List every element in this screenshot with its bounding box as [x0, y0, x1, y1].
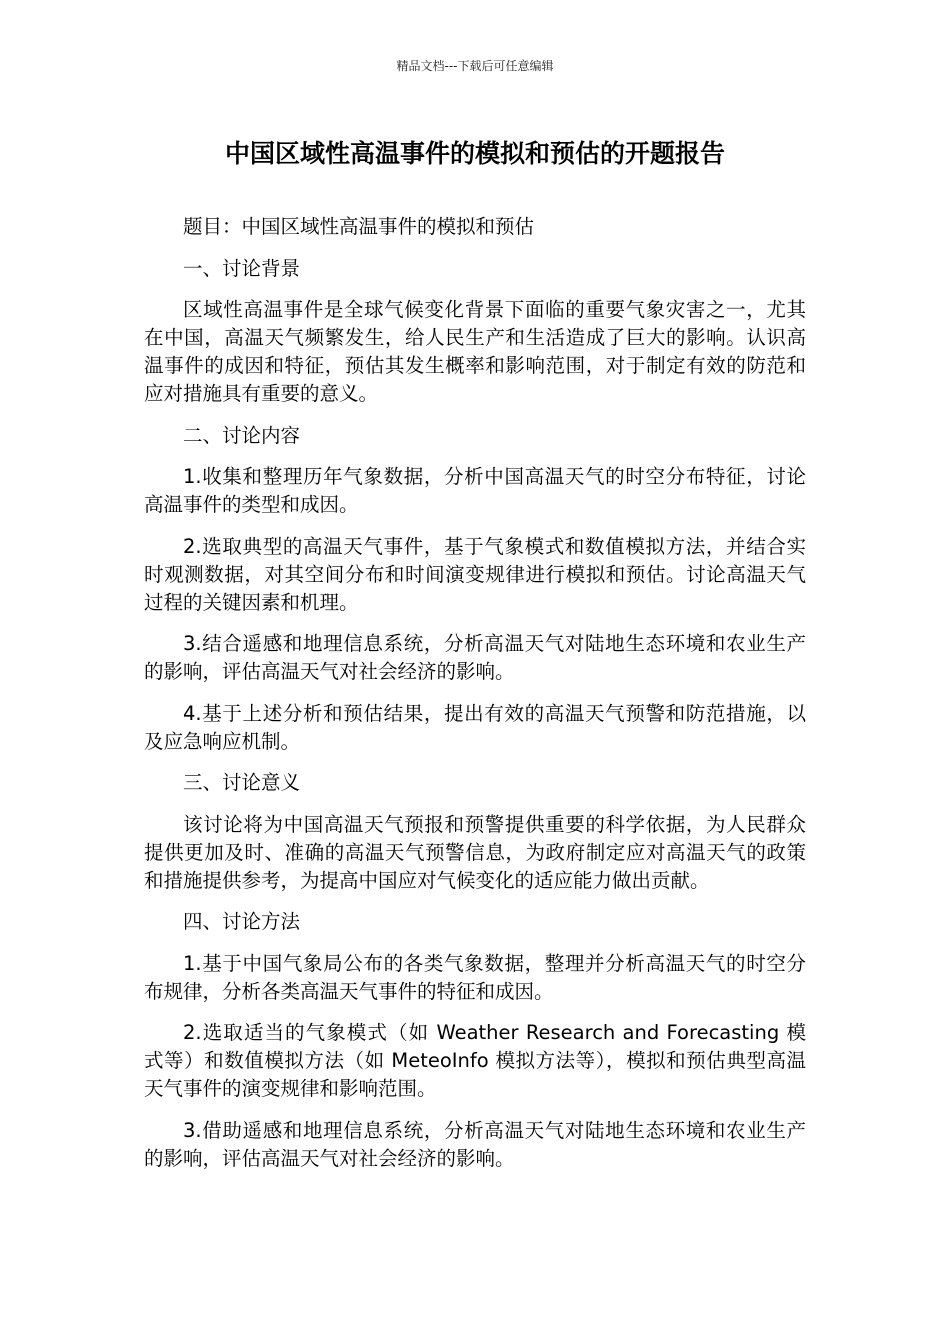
section-heading-significance: 三、讨论意义: [183, 771, 301, 794]
significance-paragraph: 该讨论将为中国高温天气预报和预警提供重要的科学依据，为人民群众提供更加及时、准确的高温天气预警信息，为政府制定应对高温天气的政策和措施提供参考，为提高中国应对气候变化的适应能力做出贡献。: [144, 812, 806, 892]
content-item-2: 2.选取典型的高温天气事件，基于气象模式和数值模拟方法，并结合实时观测数据，对其空间分布和时间演变规律进行模拟和预估。讨论高温天气过程的关键因素和机理。: [144, 534, 806, 614]
section-heading-content: 二、讨论内容: [183, 423, 301, 447]
method-item-2: 2.选取适当的气象模式（如 Weather Research and Forecasting 模式等）和数值模拟方法（如 MeteoInfo 模拟方法等），模拟和预估典型高温天气事件的演变规律和影响范围。: [144, 1021, 806, 1100]
section-heading-methods: 四、讨论方法: [183, 910, 301, 933]
content-item-1: 1.收集和整理历年气象数据，分析中国高温天气的时空分布特征，讨论高温事件的类型和成因。: [144, 465, 806, 516]
method-item-1: 1.基于中国气象局公布的各类气象数据，整理并分析高温天气的时空分布规律，分析各类高温天气事件的特征和成因。: [144, 951, 806, 1003]
method-item-3: 3.借助遥感和地理信息系统，分析高温天气对陆地生态环境和农业生产的影响，评估高温天气对社会经济的影响。: [144, 1118, 806, 1170]
document-title: 中国区域性高温事件的模拟和预估的开题报告: [224, 139, 725, 168]
page-header: 精品文档---下载后可任意编辑: [396, 59, 554, 73]
content-item-3: 3.结合遥感和地理信息系统，分析高温天气对陆地生态环境和农业生产的影响，评估高温天气对社会经济的影响。: [144, 632, 806, 683]
subject-line: 题目：中国区域性高温事件的模拟和预估: [183, 215, 535, 238]
content-item-4: 4.基于上述分析和预估结果，提出有效的高温天气预警和防范措施，以及应急响应机制。: [144, 701, 806, 753]
document-body: [144, 213, 806, 1186]
background-paragraph: 区域性高温事件是全球气候变化背景下面临的重要气象灾害之一，尤其在中国，高温天气频繁发生，给人民生产和生活造成了巨大的影响。认识高温事件的成因和特征，预估其发生概率和影响范围，对于制定有效的防范和应对措施具有重要的意义。: [144, 298, 806, 405]
section-heading-background: 一、讨论背景: [183, 256, 301, 280]
